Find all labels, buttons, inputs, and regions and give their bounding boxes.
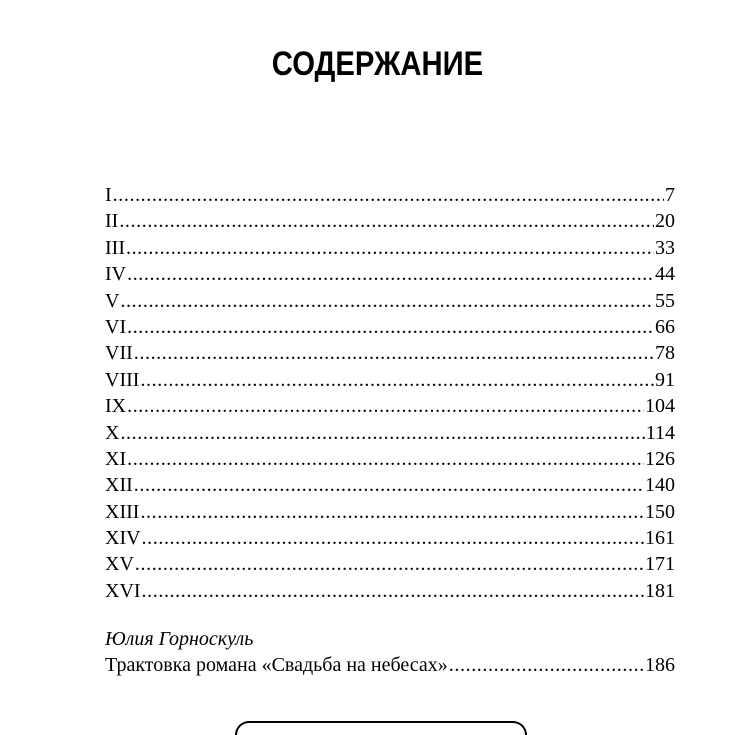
dot-leader <box>140 367 654 393</box>
toc-entry-page: 44 <box>655 261 675 287</box>
toc-entry-label: XV <box>105 551 134 577</box>
toc-entry-label: XIV <box>105 525 141 551</box>
dot-leader <box>127 446 644 472</box>
toc-entry-label: VI <box>105 314 126 340</box>
toc-entry-label: I <box>105 182 112 208</box>
dot-leader <box>113 182 664 208</box>
toc-entry-label: III <box>105 235 125 261</box>
toc-entry-16 <box>105 578 675 604</box>
toc-entry-page: 114 <box>646 420 675 446</box>
table-of-contents <box>105 182 675 604</box>
afterword-author: Юлия Горноскуль <box>105 628 254 650</box>
toc-entry-2 <box>105 208 675 234</box>
toc-entry-10 <box>105 420 675 446</box>
toc-entry-label: V <box>105 288 119 314</box>
toc-entry-15 <box>105 551 675 577</box>
toc-entry-9 <box>105 393 675 419</box>
toc-entry-page: 33 <box>655 235 675 261</box>
toc-entry-8 <box>105 367 675 393</box>
toc-entry-14 <box>105 525 675 551</box>
toc-entry-11 <box>105 446 675 472</box>
toc-entry-page: 126 <box>645 446 675 472</box>
toc-entry-page: 150 <box>645 499 675 525</box>
toc-entry-6 <box>105 314 675 340</box>
toc-entry-page: 7 <box>665 182 675 208</box>
toc-entry-label: VIII <box>105 367 139 393</box>
dot-leader <box>119 208 654 234</box>
toc-entry-page: 91 <box>655 367 675 393</box>
toc-entry-12 <box>105 472 675 498</box>
dot-leader <box>134 472 644 498</box>
dot-leader <box>120 288 654 314</box>
dot-leader <box>140 499 644 525</box>
toc-entry-4 <box>105 261 675 287</box>
toc-entry-13 <box>105 499 675 525</box>
afterword-entry <box>105 652 675 678</box>
dot-leader <box>127 314 654 340</box>
page-title: СОДЕРЖАНИЕ <box>271 45 484 83</box>
toc-entry-page: 140 <box>645 472 675 498</box>
dot-leader <box>127 261 654 287</box>
toc-entry-5 <box>105 288 675 314</box>
toc-entry-label: IX <box>105 393 126 419</box>
toc-entry-page: 66 <box>655 314 675 340</box>
dot-leader <box>142 578 644 604</box>
toc-entry-page: 161 <box>645 525 675 551</box>
toc-entry-label: XII <box>105 472 133 498</box>
afterword-page: 186 <box>645 652 675 678</box>
afterword-title: Трактовка романа «Свадьба на небесах» <box>105 652 448 678</box>
dot-leader <box>142 525 644 551</box>
toc-entry-page: 78 <box>655 340 675 366</box>
toc-entry-label: XVI <box>105 578 141 604</box>
dot-leader <box>449 652 644 678</box>
toc-entry-label: IV <box>105 261 126 287</box>
toc-entry-1 <box>105 182 675 208</box>
toc-entry-page: 55 <box>655 288 675 314</box>
dot-leader <box>135 551 644 577</box>
toc-entry-3 <box>105 235 675 261</box>
toc-entry-page: 104 <box>645 393 675 419</box>
toc-entry-page: 181 <box>645 578 675 604</box>
afterword-section <box>105 626 675 678</box>
dot-leader <box>120 420 644 446</box>
bottom-decorative-frame <box>235 721 527 735</box>
toc-entry-label: VII <box>105 340 133 366</box>
dot-leader <box>134 340 654 366</box>
dot-leader <box>127 393 644 419</box>
toc-entry-label: X <box>105 420 119 446</box>
toc-entry-label: XIII <box>105 499 139 525</box>
dot-leader <box>126 235 654 261</box>
toc-entry-page: 171 <box>645 551 675 577</box>
toc-entry-page: 20 <box>655 208 675 234</box>
toc-entry-label: XI <box>105 446 126 472</box>
toc-entry-label: II <box>105 208 118 234</box>
toc-entry-7 <box>105 340 675 366</box>
